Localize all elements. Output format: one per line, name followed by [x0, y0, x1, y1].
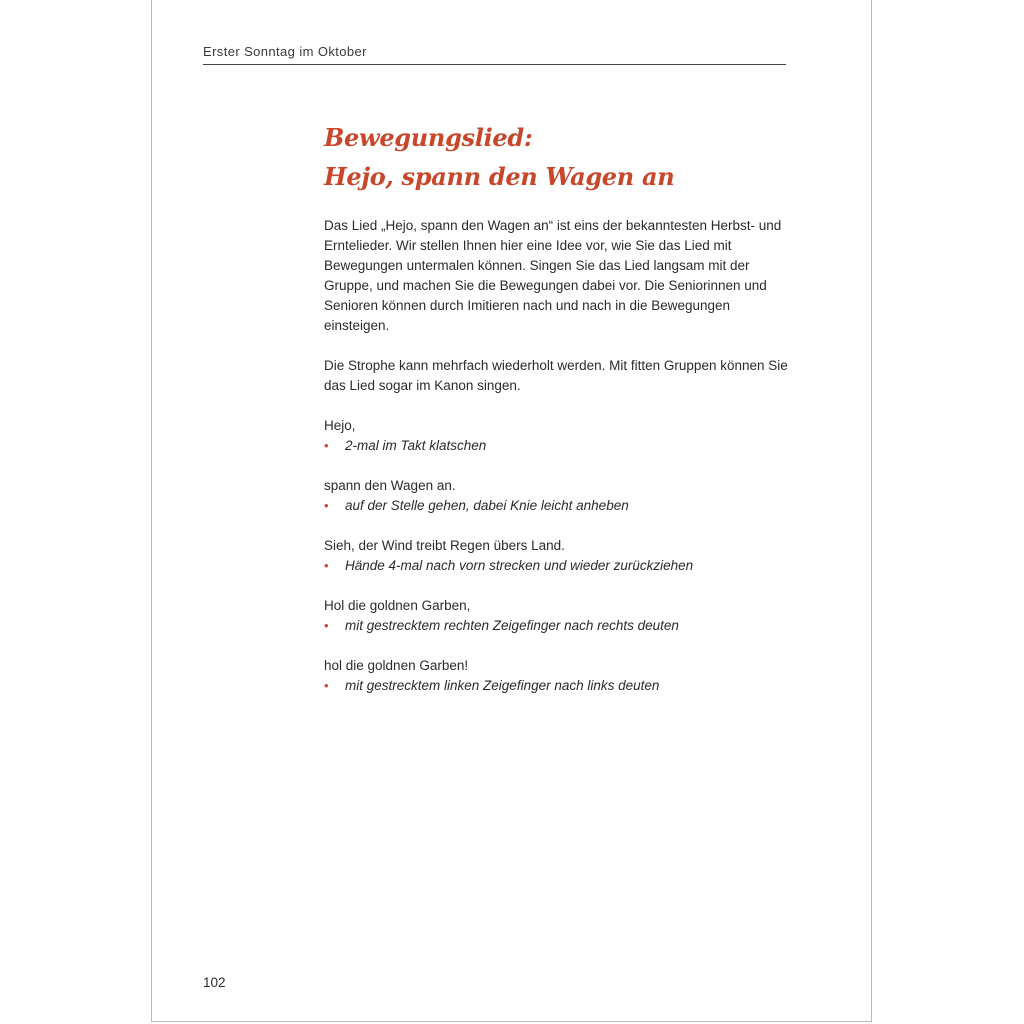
movement-item [324, 436, 794, 456]
movement-text: mit gestrecktem linken Zeigefinger nach links deuten [345, 678, 660, 693]
bullet-icon: • [324, 558, 329, 573]
bullet-icon: • [324, 438, 329, 453]
verse-line: Hejo, [324, 418, 356, 433]
movement-item [324, 556, 794, 576]
verse-block [324, 476, 794, 516]
intro-paragraph-2: Die Strophe kann mehrfach wiederholt werden. Mit fitten Gruppen können Sie das Lied sogar im Kanon singen. [324, 358, 788, 393]
bullet-icon: • [324, 618, 329, 633]
bullet-icon: • [324, 678, 329, 693]
page-content [324, 118, 794, 716]
verse-line: Hol die goldnen Garben, [324, 598, 471, 613]
movement-text: mit gestrecktem rechten Zeigefinger nach rechts deuten [345, 618, 679, 633]
verse-block [324, 416, 794, 456]
title-line-2: Hejo, spann den Wagen an [324, 162, 675, 191]
page-title [324, 118, 794, 196]
movement-item [324, 496, 794, 516]
intro-paragraph-1: Das Lied „Hejo, spann den Wagen an“ ist eins der bekanntesten Herbst- und Erntelieder. Wir stellen Ihnen hier eine Idee vor, wie Sie das Lied mit Bewegungen untermalen können. Singen Sie das Lied langsam mit der Gruppe, und machen Sie die Bewegungen dabei vor. Die Seniorinnen und Senioren können durch Imitieren nach und nach in die Bewegungen einsteigen. [324, 218, 782, 333]
movement-text: auf der Stelle gehen, dabei Knie leicht anheben [345, 498, 629, 513]
verse-block [324, 596, 794, 636]
book-page [151, 0, 872, 1022]
verse-block [324, 536, 794, 576]
header-rule [203, 64, 786, 65]
verse-line: hol die goldnen Garben! [324, 658, 469, 673]
verse-line: Sieh, der Wind treibt Regen übers Land. [324, 538, 565, 553]
page-number: 102 [203, 975, 226, 990]
running-header: Erster Sonntag im Oktober [203, 44, 367, 59]
verse-line: spann den Wagen an. [324, 478, 456, 493]
movement-item [324, 616, 794, 636]
verse-block [324, 656, 794, 696]
movement-text: Hände 4-mal nach vorn strecken und wieder zurückziehen [345, 558, 694, 573]
movement-item [324, 676, 794, 696]
title-line-1: Bewegungslied: [324, 123, 533, 152]
bullet-icon: • [324, 498, 329, 513]
movement-text: 2-mal im Takt klatschen [345, 438, 487, 453]
